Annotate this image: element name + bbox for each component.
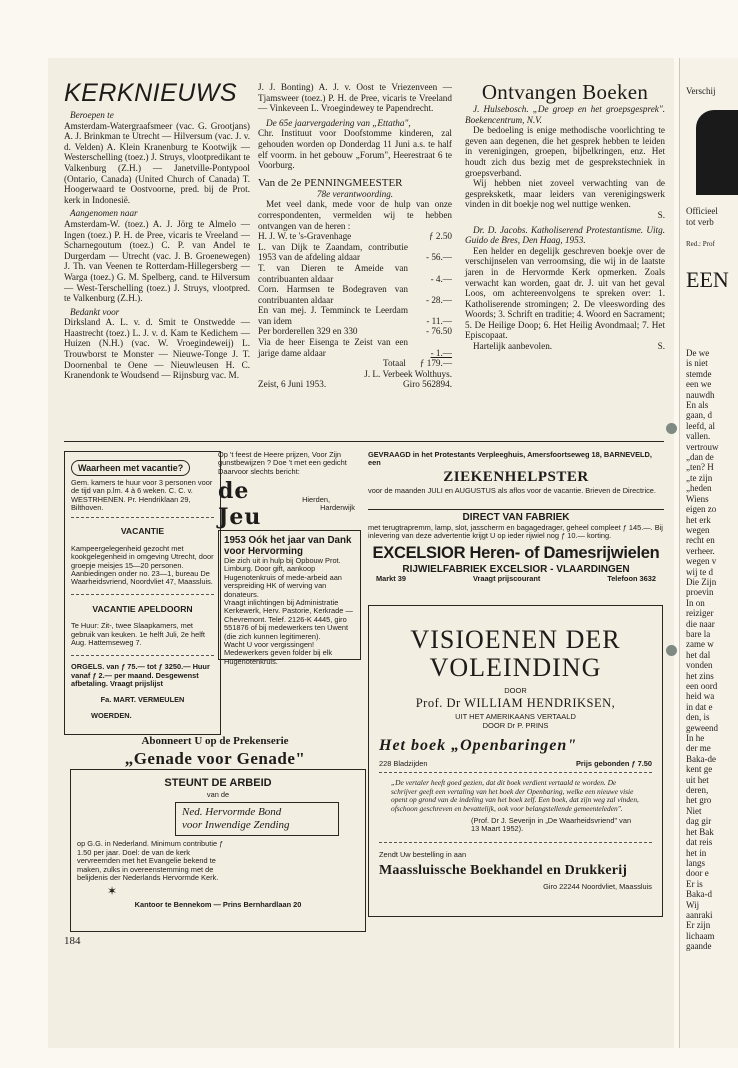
jeu-address	[302, 496, 355, 513]
strip-line: het in	[686, 847, 707, 858]
ziekenhelpster-ad	[368, 451, 664, 495]
strip-line: Niet	[686, 805, 702, 816]
strip-line: Die Zijn	[686, 576, 717, 587]
entry-label: H. J. W. te 's-Gravenhage	[258, 231, 352, 242]
ettatha-text: Chr. Instituut voor Doofstomme kinderen, zal gehouden worden op Donderdag 11 Juni a.s. te half elf voorm. in het gebouw „Forum", Heerestraat 6 te Voorburg.	[258, 128, 452, 171]
penningmeester-sub: 78e verantwoording.	[316, 188, 394, 199]
arbeid-address: Kantoor te Bennekom — Prins Bernhardlaan 20	[134, 900, 302, 910]
strip-line: Baka-d	[686, 889, 712, 900]
strip-line: bare la	[686, 628, 711, 639]
divider	[379, 842, 652, 843]
strip-line: gaande	[686, 941, 712, 952]
strip-line: lichaam	[686, 930, 715, 941]
gevraagd-text: GEVRAAGD in het Protestants Verpleeghuis, Amersfoortseweg 18, BARNEVELD, een	[368, 450, 652, 468]
hervorming-text3: Wacht U voor vergissingen! Medewerkers geven folder bij elk Hugenotenkruis.	[224, 640, 333, 666]
strip-line: recht en	[686, 535, 715, 546]
direct-title: DIRECT VAN FABRIEK	[462, 512, 570, 523]
excelsior-title: EXCELSIOR Heren- of Damesrijwielen	[372, 543, 660, 562]
strip-line: een we	[686, 379, 712, 390]
middle-column	[258, 82, 452, 390]
strip-line: uit het	[686, 774, 709, 785]
strip-lines	[686, 348, 719, 952]
binder-hole	[666, 423, 677, 434]
visioenen-title2: VOLEINDING	[429, 653, 602, 682]
entry-amount: - 11.—	[426, 315, 452, 326]
giro-number: Giro 562894.	[403, 379, 452, 390]
book2-head: Dr. D. Jacobs. Katholiserend Protestantisme. Uitg. Guido de Bres, Den Haag, 1953.	[465, 224, 665, 246]
ontvangen-title: Ontvangen Boeken	[481, 80, 649, 104]
star-icon: ✶	[107, 884, 118, 899]
strip-line: Wiens	[686, 493, 709, 504]
strip-line: nauwdh	[686, 389, 715, 400]
strip-line: het erk	[686, 514, 711, 525]
entry-label: En van mej. J. Temminck te Leerdam van idem	[258, 305, 408, 326]
strip-line: deren,	[686, 785, 709, 796]
entry-label: T. van Dieren te Ameide van contribuanten aldaar	[258, 262, 408, 284]
entry-row	[258, 337, 452, 358]
strip-officieel: Officieel	[686, 206, 718, 216]
strip-line: kent ge	[686, 764, 713, 775]
hervorming-head: 1953 Oók het jaar van Dank voor Hervorming	[224, 535, 352, 557]
strip-line: „heden	[686, 483, 712, 494]
strip-line: eigen zo	[686, 504, 717, 515]
strip-line: aanraki	[686, 909, 713, 920]
divider	[379, 772, 652, 773]
strip-line: „dan de	[686, 452, 714, 463]
strip-line: In he	[686, 733, 705, 744]
strip-line: zame w	[686, 639, 714, 650]
entry-row	[258, 284, 452, 305]
book1-text1: De bedoeling is enige methodische voorlichting te geven aan degenen, die het gesprek hebben te leiden in verenigingen, groepen, bijbelkringen, enz. Het houdt zich dus bezig met de gesprekstechniek in groepsverband.	[465, 125, 665, 178]
rijwiel-title: RIJWIELFABRIEK EXCELSIOR - VLAARDINGEN	[402, 563, 630, 575]
strip-line: verheer.	[686, 545, 715, 556]
entry-amount: - 56.—	[425, 252, 452, 263]
book1-text2: Wij hebben niet zoveel verwachting van de gespreksketk, maar leiders van verenigingswerk vinden in dit boekje nog wel nuttige wenken.	[465, 178, 665, 210]
strip-line: geweend	[686, 722, 718, 733]
totaal-row	[258, 358, 452, 369]
bedankt-label: Bedankt voor	[70, 306, 120, 317]
entry-amount: - 4.—	[430, 273, 452, 284]
entry-row	[258, 263, 452, 284]
direct-text: met terugtrapremm, lamp, slot, jasscherm en bagagedrager, geheel compleet ƒ 145.—. Bij inlevering van deze advertentie krijgt U op ieder rijwiel nog ƒ 10.— korting.	[368, 523, 663, 541]
strip-line: Er is	[686, 878, 703, 889]
review-quote: „De vertaler heeft goed gezien, dat dit boek verdient vertaald te worden. De schrijver geeft een vertaling van het boek der Openbaring, welke een nieuwe visie opent op grond van de indeling van het boek zelf. Een boek, dat zijn weg zal vinden, ofschoon geschreven en bevattelijk, ook voor belangstellende gemeenteleden".	[391, 778, 639, 813]
strip-line: vonden	[686, 660, 713, 671]
section-divider	[64, 441, 664, 442]
strip-line: dat reis	[686, 837, 713, 848]
author-name: Prof. Dr WILLIAM HENDRIKSEN,	[415, 696, 616, 710]
arbeid-van: van de	[206, 790, 230, 799]
strip-line: een oord	[686, 681, 718, 691]
divider	[368, 509, 664, 510]
strip-line: door e	[686, 868, 709, 879]
divider	[71, 594, 214, 595]
arbeid-head: STEUNT DE ARBEID	[164, 777, 272, 789]
vacantie-pill: Waarheen met vacantie?	[71, 460, 190, 476]
book2-signature: S.	[657, 341, 665, 352]
vacantie-text: Kampeergelegenheid gezocht met kookgelegenheid in omgeving Utrecht, door groepje meisjes 15—20 personen. Aanbiedingen onder no. 23—1, bureau De Waarheidsvriend, Noordvliet 47, Maassluis.	[71, 543, 214, 587]
strip-line: „ten? H	[686, 462, 714, 473]
place-date-row	[258, 379, 452, 390]
book2-close: Hartelijk aanbevolen.	[473, 341, 553, 352]
translator: DOOR Dr P. PRINS	[482, 721, 549, 730]
strip-line: is niet	[686, 358, 708, 369]
entry-label: L. van Dijk te Zaandam, contributie 1953 van de afdeling aldaar	[258, 241, 408, 263]
orgels-text: ORGELS. van ƒ 75.— tot ƒ 3250.— Huur vanaf ƒ 2.— per maand. Desgewenst afbetaling. Vraagt prijslijst	[71, 662, 210, 689]
page-number: 184	[64, 935, 81, 947]
jeu-addr2: Harderwijk	[320, 503, 355, 513]
telefoon: Telefoon 3632	[607, 573, 656, 583]
orgels-firm: Fa. MART. VERMEULEN	[100, 695, 185, 705]
hervorming-text2: Vraagt inlichtingen bij Administratie Kerkewerk, Herv. Pastorie, Kerkrade — Chevremont. Telef. 2126-K 4445, giro 551876 of bij medewerkers ten Uwent (die zich kunnen legitimeren).	[224, 598, 353, 641]
entry-row	[258, 231, 452, 242]
bond-line2: voor Inwendige Zending	[182, 819, 290, 832]
visioenen-box	[368, 605, 663, 917]
arbeid-text: op G.G. in Nederland. Minimum contributie ƒ 1.50 per jaar. Doel: de van de kerk vervreemden met het Evangelie bekend te maken, zulks in overeenstemming met de belijdenis der Nederlands Hervormde Kerk.	[77, 839, 224, 883]
strip-line: De we	[686, 348, 710, 358]
strip-line: der me	[686, 743, 711, 754]
strip-line: wegen v	[686, 556, 717, 567]
ziekenhelpster-title: ZIEKENHELPSTER	[443, 468, 589, 485]
quote-source: (Prof. Dr J. Severijn in „De Waarheidsvriend" van 13 Maart 1952).	[471, 816, 632, 834]
strip-logo	[696, 110, 738, 195]
entry-row	[258, 305, 452, 326]
book1-signature: S.	[657, 209, 665, 220]
maassluis-title: Maassluissche Boekhandel en Drukkerij	[379, 863, 628, 879]
entry-amount: - 76.50	[425, 326, 452, 337]
bond-box	[175, 802, 339, 836]
kerknieuws-column	[64, 80, 250, 381]
strip-line: den, is	[686, 712, 710, 723]
strip-line: heid wa	[686, 691, 715, 702]
entry-amount: ƒ 2.50	[429, 231, 452, 242]
strip-line: langs	[686, 857, 705, 868]
entry-amount: - 1.—	[430, 347, 452, 358]
divider	[71, 517, 214, 518]
prijs-gebonden: Prijs gebonden ƒ 7.50	[576, 759, 652, 768]
entry-amount: - 28.—	[425, 294, 452, 305]
vacantie-head: VACANTIE	[120, 526, 165, 537]
ontvangen-column	[465, 80, 665, 352]
beroepen-label: Beroepen te	[70, 110, 114, 120]
entry-row	[258, 326, 452, 337]
vacantie-pill-text: Gem. kamers te huur voor 3 personen voor de tijd van p.lm. 4 à 6 weken. C. C. v. WESTRHENEN. Pr. Hendriklaan 29, Bilthoven.	[71, 478, 213, 513]
hervorming-text: Die zich uit in hulp bij Opbouw Prot. Limburg. Door gift, aankoop Hugenotenkruis of mede-arbeid aan verspreiding HK of werving van donateurs.	[224, 556, 342, 599]
entries-list	[258, 231, 452, 358]
excelsior-ad	[368, 512, 664, 583]
strip-line: En als	[686, 400, 709, 411]
translated-label: UIT HET AMERIKAANS VERTAALD	[455, 712, 576, 721]
entry-label: Via de heer Eisenga te Zeist van een jarige dame aldaar	[258, 337, 408, 358]
apeldoorn-text: Te Huur: Zit-, twee Slaapkamers, met gebruik van keuken. 1e helft Juli, 2e helft Aug. Hattemseweg 7.	[71, 621, 205, 648]
place-date: Zeist, 6 Juni 1953.	[258, 379, 327, 390]
strip-line: dag gir	[686, 816, 712, 827]
strip-line: vertrouw	[686, 441, 719, 452]
strip-een: EEN	[686, 267, 729, 292]
strip-tot-verb: tot verb	[686, 217, 714, 227]
divider	[71, 655, 214, 656]
strip-line: Wij	[686, 899, 700, 910]
strip-line: gaan, d	[686, 410, 712, 421]
strip-line: Er zijn	[686, 920, 711, 931]
kerknieuws-title: KERKNIEUWS	[64, 79, 238, 107]
strip-line: stemde	[686, 368, 712, 379]
strip-line: het dal	[686, 649, 711, 660]
bladzijden: 228 Bladzijden	[379, 759, 428, 768]
strip-line: in dat e	[686, 701, 713, 712]
entry-row	[258, 242, 452, 263]
zendt-text: Zendt Uw bestelling in aan	[379, 849, 467, 859]
aangenomen-text: Amsterdam-W. (toez.) A. J. Jörg te Almelo — Ingen (toez.) P. H. de Pree, vicaris te Vreeland — Scharnegoutum (toez.) C. P. van Andel te Durgerdam — Utrecht (vac. J. B. Groenewegen) J. Th. van Veenen te Rotterdam-Hillegersberg — Warga (toez.) G. M. Spelberg, cand. te Hilversum — West-Terschelling (toez.) J. Struys, vlootpred. te Valkenburg (Z.H.).	[64, 218, 250, 304]
door-label: DOOR	[504, 686, 527, 695]
strip-line: proevin	[686, 587, 714, 598]
book2-text: Een helder en degelijk geschreven boekje over de verschijnselen van verroomsing, die wij in de laatste jaren in de Hervormde Kerk opmerken. Zoals verwacht kan worden, gaat dr. J. uit van het geval Loos, om achtereenvolgens te spreken over: 1. Katholiserende stromingen; 2. De vleeswording des Woords; 3. Schrift en traditie; 4. Woord en Sacrament; 5. De Heilige Doop; 6. Het Heilig Avondmaal; 7. Het Episcopaat.	[465, 245, 665, 341]
book-info-row	[379, 760, 652, 768]
orgels-place: WOERDEN.	[91, 710, 132, 720]
jeu-text: Op 't feest de Heere prijzen, Voor Zijn gunstbewijzen ? Doe 't met een gedicht Daarvoor slechts bericht:	[218, 450, 347, 476]
jeu-ad	[218, 451, 355, 530]
aangenomen-label: Aangenomen naar	[70, 208, 138, 219]
strip-line: Baka-de	[686, 753, 716, 764]
strip-line: leefd, al	[686, 420, 715, 431]
bond-line1: Ned. Hervormde Bond	[182, 806, 282, 819]
arbeid-box	[70, 769, 366, 932]
beroepen-text: Amsterdam-Watergraafsmeer (vac. G. Grootjans) A. J. Brinkman te Utrecht — Hilversum (vac. J. v. d. Velden) A. Klein Kranenburg te Kootwijk — Westerschelling (toez.) J. Struys, vlootpredikant te Valkenburg (Z.H.) — Janetville-Pontypool (Ontario, Canada) (United Church of Canada) T. Hoogerwaard te Oostvoorne, pred. bij de Prot. kerk in Indonesië.	[64, 120, 250, 205]
book2-close-row	[465, 341, 665, 352]
strip-line: wegen	[686, 524, 710, 535]
abonneert-text: Abonneert U op de Prekenserie	[141, 735, 289, 747]
genade-title: „Genade voor Genade"	[124, 749, 306, 768]
strip-line: het gro	[686, 795, 712, 806]
bedankt-text: Dirksland A. L. v. d. Smit te Onstwedde — Haastrecht (toez.) L. J. v. d. Kam te Kedichem — Huizen (N.H.) (vac. W. Vroegindeweij) L. Trouwborst te Monster — Nieuwe-Tonge J. T. Doornenbal te Oene — Nieuwleusen H. C. Kranendonk te Woudsend — Rijnsburg vac. M.	[64, 317, 250, 381]
strip-line: vallen.	[686, 431, 711, 442]
giro-address: Giro 22244 Noordvliet, Maassluis	[543, 882, 652, 892]
prekenserie-ad	[70, 735, 360, 769]
entry-label: Corn. Harmsen te Bodegraven van contribuanten aldaar	[258, 284, 408, 305]
penningmeester-text: Met veel dank, mede voor de hulp van onze correspondenten, vermelden wij te hebben ontvangen van de heren :	[258, 199, 452, 231]
jeu-addr1: Hierden,	[302, 494, 331, 504]
totaal-label: Totaal	[383, 358, 406, 369]
prijscourant: Vraagt prijscourant	[472, 573, 541, 583]
ettatha-title: De 65e jaarvergadering van „Ettatha",	[266, 117, 411, 128]
excelsior-contact	[368, 575, 664, 583]
strip-line: het zins	[686, 670, 714, 681]
signature: J. L. Verbeek Wolthuys.	[364, 368, 452, 379]
strip-line: reiziger	[686, 608, 714, 619]
strip-line: wij te d	[686, 566, 713, 577]
strip-line: „te zijn	[686, 472, 713, 483]
classified-box	[64, 451, 221, 735]
visioenen-title1: VISIOENEN DER	[410, 625, 621, 654]
strip-verschij: Verschij	[686, 86, 716, 96]
hervorming-box	[218, 530, 361, 666]
continued-text: J. J. Bonting) A. J. v. Oost te Vriezenveen — Tjamsweer (toez.) P. H. de Pree, vicaris te Vreeland — Vinkeveen L. Vroegindewey te Papendrecht.	[258, 82, 452, 114]
strip-line: die naar	[686, 618, 715, 629]
jeu-logo-row	[218, 478, 355, 530]
ziek-text: voor de maanden JULI en AUGUSTUS als aflos voor de vacantie. Brieven de Directrice.	[368, 485, 656, 495]
penningmeester-title: Van de 2e PENNINGMEESTER	[258, 176, 403, 189]
strip-red: Red.: Prof	[686, 240, 715, 248]
markt: Markt 39	[376, 573, 406, 583]
entry-label: Per borderellen 329 en 330	[258, 326, 358, 337]
apeldoorn-head: VACANTIE APELDOORN	[92, 603, 193, 614]
strip-line: In on	[686, 597, 705, 608]
strip-line: het Bak	[686, 826, 714, 837]
book1-head: J. Hulsebosch. „De groep en het groepsgesprek". Boekencentrum, N.V.	[465, 104, 665, 125]
binder-hole	[666, 645, 677, 656]
totaal-amount: ƒ 179.—	[419, 358, 452, 369]
next-page-strip	[679, 58, 738, 1048]
het-boek-title: Het boek „Openbaringen"	[379, 737, 578, 754]
jeu-logo: de Jeu	[218, 478, 262, 531]
